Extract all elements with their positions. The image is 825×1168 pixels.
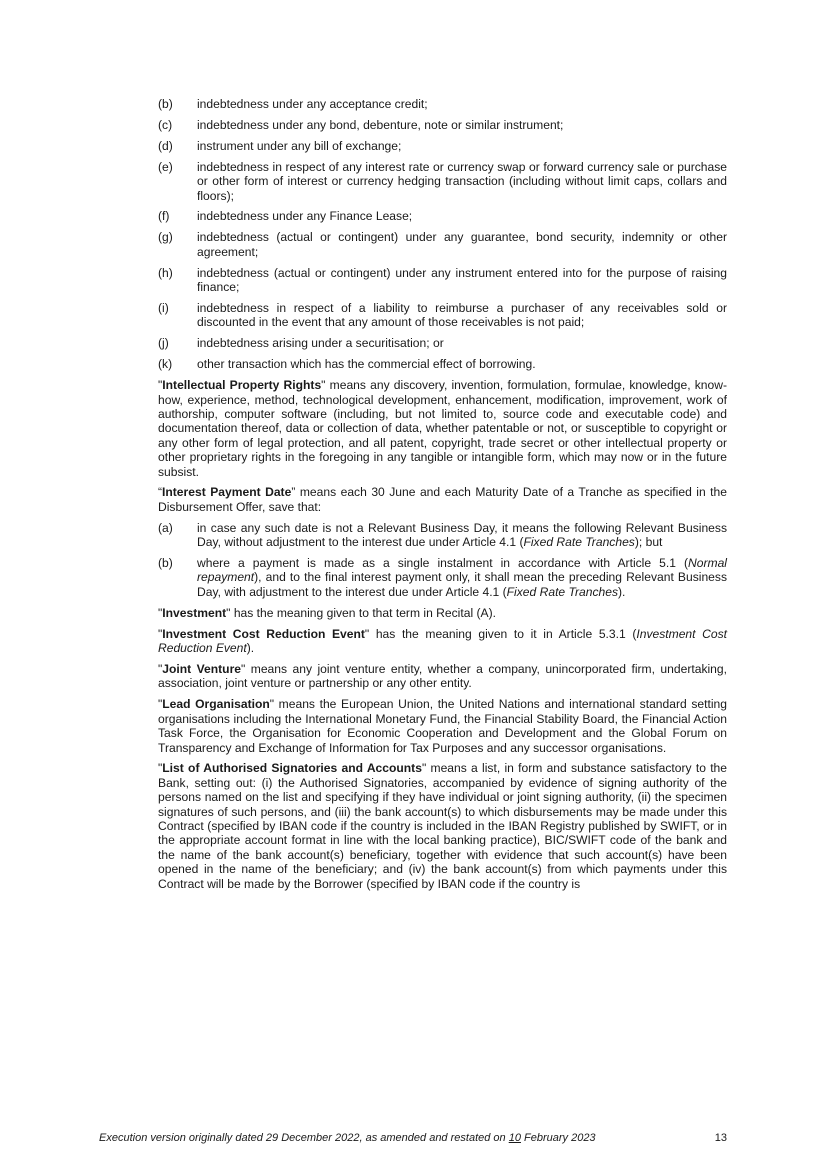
list-marker: (a) [158,520,173,535]
definition-lead-organisation [158,697,727,755]
list-item [158,118,727,132]
article-reference: Normal repayment [197,556,727,585]
list-text: indebtedness (actual or contingent) under any instrument entered into for the purpose of raising finance; [197,265,727,295]
quote-open: " [158,761,163,776]
quote-close: " [421,761,427,776]
definition-text: means any discovery, invention, formulation, formulae, knowledge, know-how, experience, method, technological development, enhancement, modification, improvement, work of authorship, computer software (including, but not limited to, source code and executable code) and documentation thereof, data or collection of data, whether patentable or not, or susceptible to copyright or any other form of legal protection, and all patent, copyright, trade secret or other intellectual property or other proprietary rights in the foregoing in any tangible or intangible form, which may now or in the future subsist. [158,378,727,479]
list-text-end: ); but [634,535,663,550]
definition-joint-venture [158,662,727,691]
article-reference: Investment Cost Reduction Event [158,626,727,656]
list-text: indebtedness under any Finance Lease; [197,209,413,224]
list-marker: (f) [158,209,170,224]
indebtedness-list [158,97,727,372]
list-text: indebtedness under any bond, debenture, note or similar instrument; [197,117,564,132]
quote-open: " [158,378,163,393]
definition-text: means each 30 June and each Maturity Date of a Tranche as specified in the Disbursement Offer, save that: [158,485,727,514]
list-marker: (k) [158,357,173,372]
list-item [158,97,727,111]
definition-text: means any joint venture entity, whether a company, unincorporated firm, undertaking, association, joint venture or partnership or any other entity. [158,662,727,691]
quote-close: " [226,605,231,620]
quote-close: ” [291,485,296,500]
list-text-end: ). [618,584,626,599]
list-marker: (d) [158,138,173,153]
definition-text: means the European Union, the United Nations and international standard setting organisations including the International Monetary Fund, the Financial Stability Board, the Financial Action Task Force, the Organisation for Economic Cooperation and Development and the Global Forum on Transparency and Exchange of Information for Tax Purposes and any successor organisations. [158,697,727,755]
defined-term: Investment [162,605,227,620]
list-item [158,139,727,153]
defined-term: Investment Cost Reduction Event [162,626,365,641]
list-text: indebtedness under any acceptance credit; [197,97,428,111]
quote-close: " [321,378,326,393]
quote-close: " [269,697,275,712]
footer-version-text: Execution version originally dated 29 December 2022, as amended and restated on [99,1132,509,1144]
list-text: other transaction which has the commercial effect of borrowing. [197,357,536,372]
definition-investment [158,606,727,620]
quote-open: " [158,626,163,641]
list-marker: (h) [158,265,173,280]
list-marker: (c) [158,117,173,132]
list-marker: (i) [158,300,169,315]
list-marker: (e) [158,159,173,174]
footer-date-day: 10 [508,1132,521,1144]
list-text: in case any such date is not a Relevant Business Day, it means the following Relevant Business Day, without adjustment to the interest due under Article 4.1 ( [197,520,727,550]
quote-open: “ [158,485,163,500]
definition-intellectual-property-rights [158,378,727,479]
list-text: where a payment is made as a single instalment in accordance with Article 5.1 ( [197,556,689,571]
document-body [158,97,727,898]
definition-investment-cost-reduction-event [158,627,727,656]
quote-close: " [364,626,370,641]
footer-version-text-end: February 2023 [520,1132,596,1144]
definition-text: has the meaning given to that term in Recital (A). [230,605,496,620]
quote-open: " [158,605,163,620]
defined-term: List of Authorised Signatories and Accounts [162,761,422,776]
list-text: indebtedness arising under a securitisation; or [197,336,444,351]
quote-open: " [158,697,163,712]
definition-interest-payment-date [158,485,727,514]
list-marker: (b) [158,556,173,571]
quote-open: " [158,662,163,676]
list-text: ), and to the final interest payment only, it shall mean the preceding Relevant Business Day, with adjustment to the interest due under Article 4.1 ( [197,570,727,599]
list-text: instrument under any bill of exchange; [197,138,402,153]
list-item [158,336,727,350]
definition-list-of-authorised-signatories [158,761,727,891]
list-item [158,357,727,371]
article-reference: Fixed Rate Tranches [506,584,619,599]
list-marker: (j) [158,336,169,351]
list-text: indebtedness (actual or contingent) under any guarantee, bond security, indemnity or other agreement; [197,230,727,259]
list-item [158,521,727,550]
list-item [158,266,727,295]
page-footer [99,1131,727,1145]
definition-text-end: ). [246,641,255,656]
article-reference: Fixed Rate Tranches [523,535,635,550]
list-marker: (g) [158,230,173,245]
list-item [158,556,727,599]
list-item [158,209,727,223]
definition-text: means a list, in form and substance satisfactory to the Bank, setting out: (i) the Authorised Signatories, accompanied by evidence of signing authority of the persons named on the list and specifying if they have individual or joint signing authority, (ii) the specimen signatures of such persons, and (iii) the bank account(s) to which disbursements may be made under this Contract (specified by IBAN code if the country is included in the IBAN Registry published by SWIFT, or in the appropriate account format in line with the local banking practice), BIC/SWIFT code of the bank and the name of the bank account(s) beneficiary, together with evidence that such account(s) have been opened in the name of the beneficiary; and (iv) the bank account(s) from which payments under this Contract will be made by the Borrower (specified by IBAN code if the country is [158,761,728,891]
list-text: indebtedness in respect of any interest rate or currency swap or forward currency sale or purchase or other form of interest or currency hedging transaction (including without limit caps, collars and floors); [197,159,727,203]
page-number: 13 [714,1132,727,1144]
defined-term: Joint Venture [162,662,241,676]
list-item [158,230,727,259]
defined-term: Lead Organisation [162,697,270,712]
list-marker: (b) [158,97,173,111]
defined-term: Intellectual Property Rights [162,378,322,393]
definition-text: has the meaning given to it in Article 5.3.1 ( [369,626,637,641]
defined-term: Interest Payment Date [162,485,292,500]
quote-close: " [241,662,246,676]
list-item [158,160,727,203]
list-text: indebtedness in respect of a liability to reimburse a purchaser of any receivables sold or discounted in the event that any amount of those receivables is not paid; [197,300,727,330]
list-item [158,301,727,330]
